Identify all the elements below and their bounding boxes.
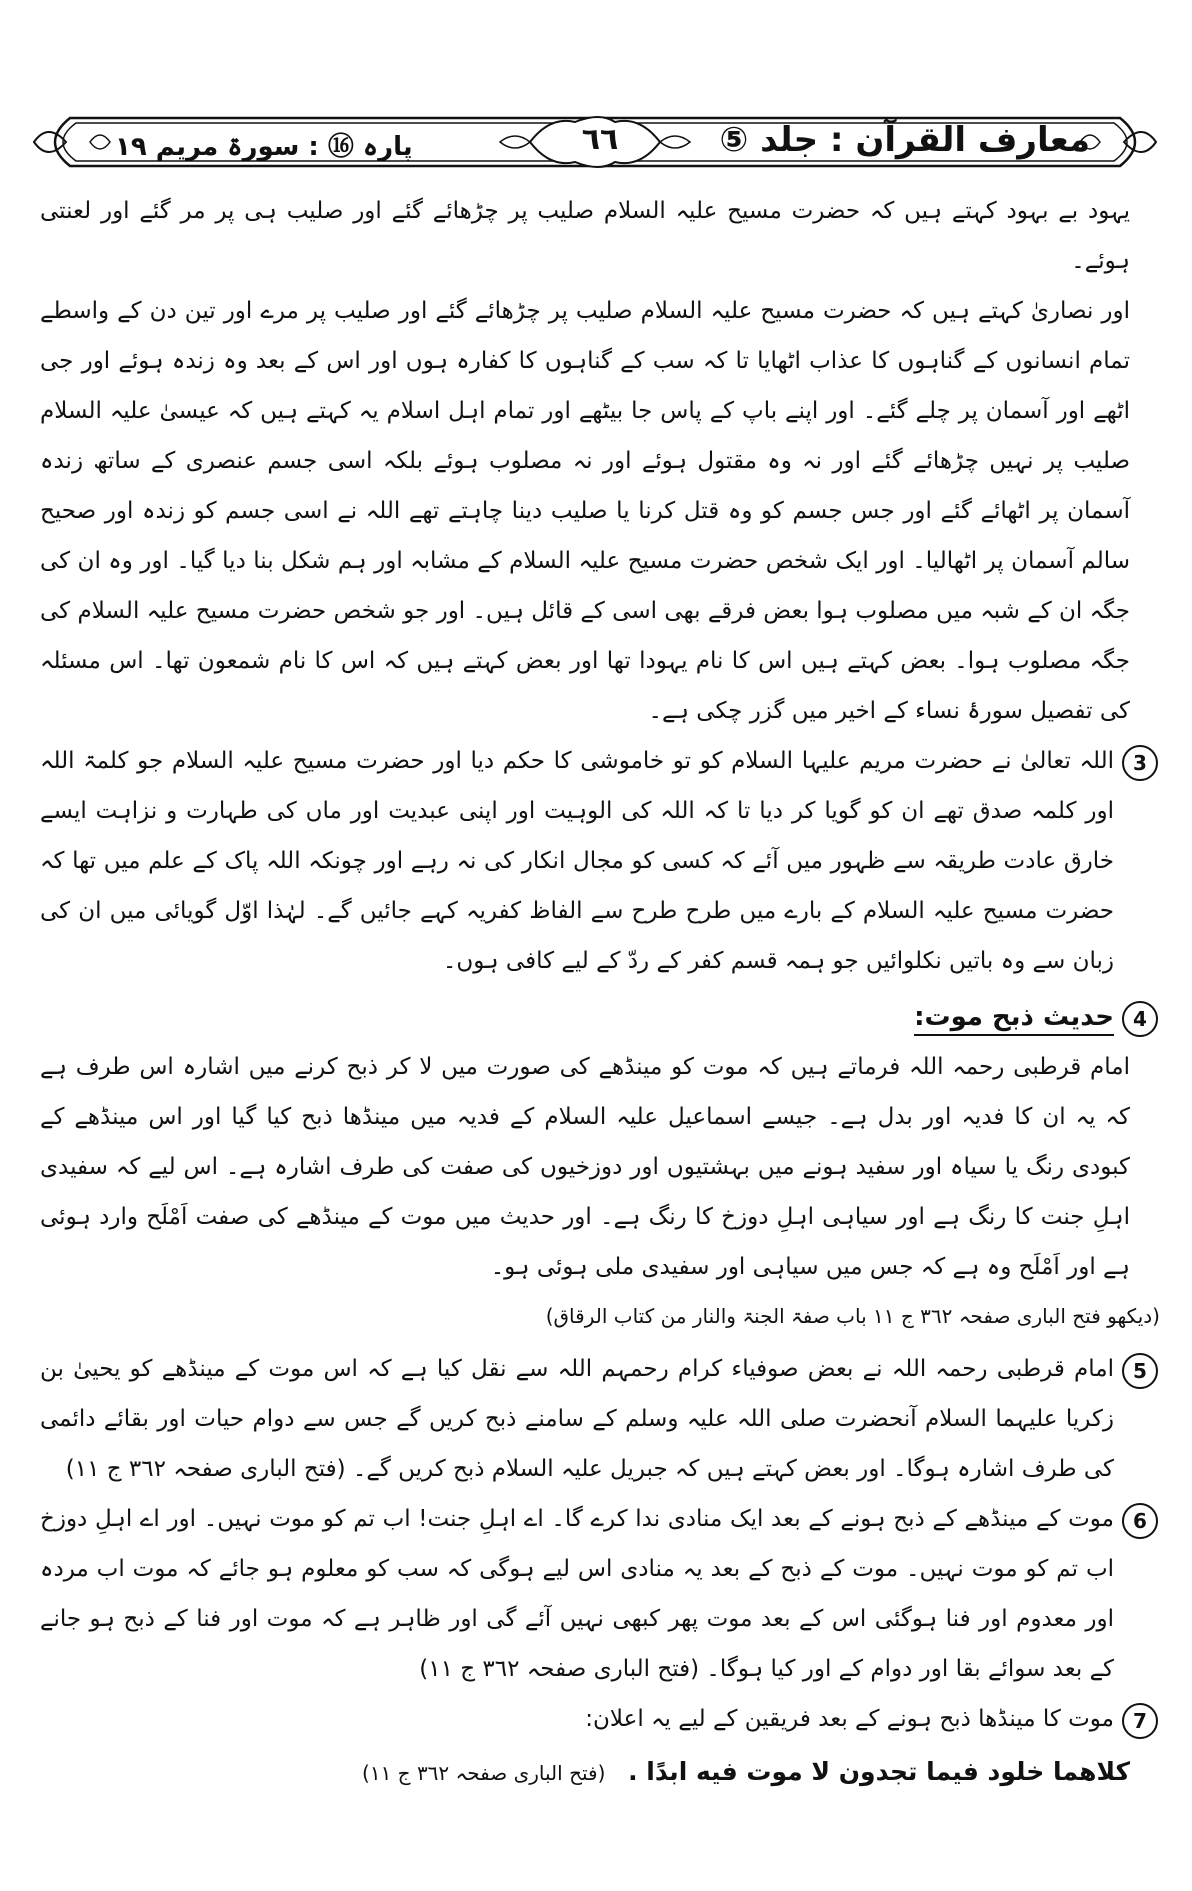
arabic-quote [40,1744,1160,1801]
para-surah-label: پارہ ⑯ : سورۃ مریم ١٩ [115,132,413,162]
heading-text: حدیث ذبح موت: [914,1002,1114,1036]
arabic-quote-reference: (فتح الباری صفحہ ٣٦٢ ج ١١) [362,1761,606,1785]
numbered-paragraph-6 [40,1494,1160,1694]
page-body [40,186,1160,1801]
paragraph-christians-view: اور نصاریٰ کہتے ہیں کہ حضرت مسیح علیہ السلام صلیب پر چڑھائے گئے اور صلیب پر مرے اور تین دن کے واسطے تمام انسانوں کے گناہوں کا عذاب اٹھایا تا کہ سب کے گناہوں کا کفارہ ہوں اور اس کے بعد وہ زندہ ہوئے اور جی اٹھے اور آسمان پر چلے گئے۔ اور اپنے باپ کے پاس جا بیٹھے اور تمام اہل اسلام یہ کہتے ہیں کہ عیسیٰ علیہ السلام صلیب پر نہیں چڑھائے گئے اور نہ وہ مقتول ہوئے اور نہ مصلوب ہوئے بلکہ اسی جسم عنصری کے ساتھ زندہ آسمان پر اٹھائے گئے اور جس جسم کو وہ قتل کرنا یا صلیب دینا چاہتے تھے اللہ نے اسی جسم کو زندہ اور صحیح سالم آسمان پر اٹھالیا۔ اور ایک شخص حضرت مسیح علیہ السلام کے مشابہ اور ہم شکل بنا دیا گیا۔ اور وہ ان کی جگہ ان کے شبہ میں مصلوب ہوا بعض فرقے بھی اسی کے قائل ہیں۔ اور جو شخص حضرت مسیح علیہ السلام کی جگہ مصلوب ہوا۔ بعض کہتے ہیں اس کا نام یہودا تھا اور بعض کہتے ہیں کہ اس کا نام شمعون تھا۔ اس مسئلہ کی تفصیل سورۂ نساء کے اخیر میں گزر چکی ہے۔ [40,298,1130,724]
circled-number: 3 [1122,745,1158,781]
paragraph-text: موت کا مینڈھا ذبح ہونے کے بعد فریقین کے لیے یہ اعلان: [585,1706,1114,1732]
circled-number: 5 [1122,1353,1158,1389]
circled-number: 4 [1122,1001,1158,1037]
paragraph-qurtubi: امام قرطبی رحمہ اللہ فرماتے ہیں کہ موت کو مینڈھے کی صورت میں لا کر ذبح کرنے میں اشارہ اس طرف ہے کہ یہ ان کا فدیہ اور بدل ہے۔ جیسے اسماعیل علیہ السلام کے فدیہ میں مینڈھا ذبح کیا گیا اور اس مینڈھے کے کبودی رنگ یا سیاہ اور سفید ہونے میں بہشتیوں اور دوزخیوں کی صفت کی طرف اشارہ ہے۔ اس لیے کہ سفیدی اہلِ جنت کا رنگ ہے اور سیاہی اہلِ دوزخ کا رنگ ہے۔ اور حدیث میں موت کے مینڈھے کی صفت اَمْلَح وارد ہوئی ہے اور اَمْلَح وہ ہے کہ جس میں سیاہی اور سفیدی ملی ہوئی ہو۔ [40,1054,1130,1280]
page-number: ٦٦ [581,122,619,157]
circled-number: 7 [1122,1703,1158,1739]
book-title: معارف القرآن : جلد ⑤ [719,120,1090,160]
paragraph-text: اللہ تعالیٰ نے حضرت مریم علیہا السلام کو تو خاموشی کا حکم دیا اور حضرت مسیح علیہ السلام جو کلمۃ اللہ اور کلمہ صدق تھے ان کو گویا کر دیا تا کہ اللہ کی الوہیت اور اپنی عبدیت اور ماں کی طہارت و نزاہت ایسے خارق عادت طریقہ سے ظہور میں آئے کہ کسی کو مجال انکار کی نہ رہے اور چونکہ اللہ پاک کے علم میں تھا کہ حضرت مسیح علیہ السلام کے بارے میں طرح طرح سے الفاظ کفریہ کہے جائیں گے۔ لہٰذا اوّل گویائی میں ان کی زبان سے وہ باتیں نکلوائیں جو ہمہ قسم کفر کے ردّ کے لیے کافی ہوں۔ [40,748,1114,974]
paragraph-jews-view: یہود بے بہود کہتے ہیں کہ حضرت مسیح علیہ السلام صلیب پر چڑھائے گئے اور صلیب ہی پر مر گئے اور لعنتی ہوئے۔ [40,198,1130,274]
paragraph-text: موت کے مینڈھے کے ذبح ہونے کے بعد ایک منادی ندا کرے گا۔ اے اہلِ جنت! اب تم کو موت نہیں۔ اور اے اہلِ دوزخ اب تم کو موت نہیں۔ موت کے ذبح کے بعد یہ منادی اس لیے ہوگی کہ سب کو معلوم ہو جائے کہ موت اب مردہ اور معدوم اور فنا ہوگئی اس کے بعد موت پھر کبھی نہیں آئے گی اور ظاہر ہے کہ موت اور فنا کے ذبح ہو جانے کے بعد سوائے بقا اور دوام کے اور کیا ہوگا۔ (فتح الباری صفحہ ٣٦٢ ج ١١) [40,1506,1114,1682]
page-header [30,112,1160,172]
circled-number: 6 [1122,1503,1158,1539]
numbered-paragraph-7 [40,1694,1160,1744]
section-heading [40,992,1160,1042]
reference-citation: (دیکھو فتح الباری صفحہ ٣٦٢ ج ١١ باب صفۃ الجنۃ والنار من کتاب الرقاق) [545,1304,1160,1328]
arabic-quote-text: کلاھما خلود فیما تجدون لا موت فیه ابدًا . [628,1757,1130,1786]
numbered-paragraph-3 [40,736,1160,986]
paragraph-text: امام قرطبی رحمہ اللہ نے بعض صوفیاء کرام رحمہم اللہ سے نقل کیا ہے کہ اس موت کے مینڈھے کو یحییٰ بن زکریا علیہما السلام آنحضرت صلی اللہ علیہ وسلم کے سامنے ذبح کریں گے جس سے دوام حیات اور بقائے دائمی کی طرف اشارہ ہوگا۔ اور بعض کہتے ہیں کہ جبریل علیہ السلام ذبح کریں گے۔ (فتح الباری صفحہ ٣٦٢ ج ١١) [40,1356,1114,1482]
numbered-paragraph-5 [40,1344,1160,1494]
